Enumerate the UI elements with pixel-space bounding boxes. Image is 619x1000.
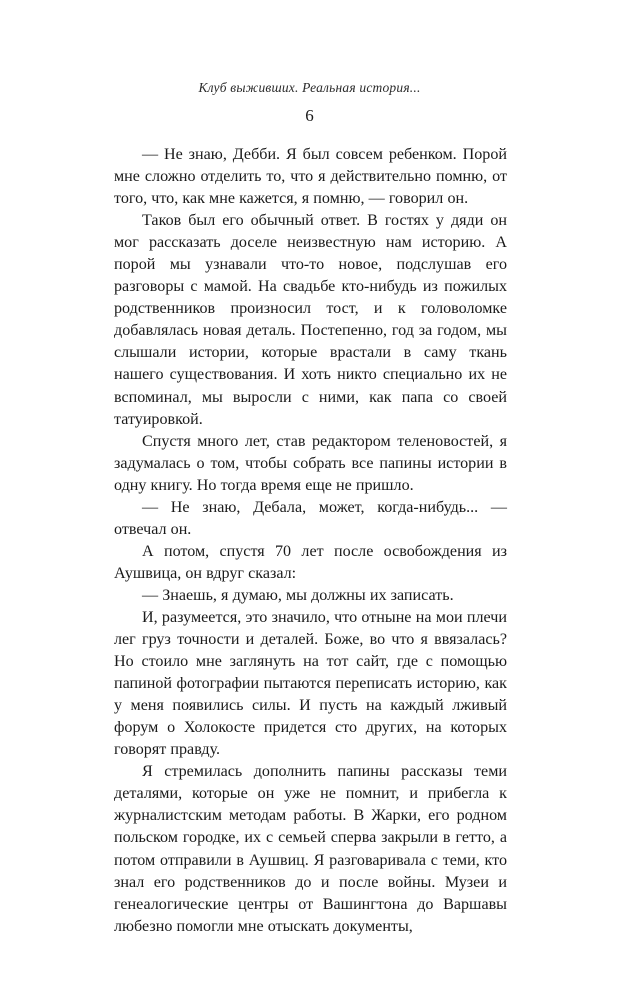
paragraph: Таков был его обычный ответ. В гостях у дяди он мог рассказать доселе неизвестную нам историю. А порой мы узнавали что-то новое, подслушав его разговоры с мамой. На свадьбе кто-нибудь из пожилых родственников произносил тост, и к головоломке добавлялась новая деталь. Постепенно, год за годом, мы слышали истории, которые врастали в саму ткань нашего существования. И хоть никто специально их не вспоминал, мы выросли с ними, как папа со своей татуировкой. <box>114 212 507 428</box>
paragraph: Спустя много лет, став редактором теленовостей, я задумалась о том, чтобы собрать все папины истории в одну книгу. Но тогда время еще не пришло. <box>114 432 507 494</box>
paragraph: — Знаешь, я думаю, мы должны их записать. <box>142 586 454 604</box>
page-number: 6 <box>305 106 314 125</box>
paragraph: А потом, спустя 70 лет после освобождения из Аушвица, он вдруг сказал: <box>114 542 507 582</box>
running-head: Клуб выживших. Реальная история... <box>198 80 421 95</box>
paragraph: — Не знаю, Дебала, может, когда-нибудь... — отвечал он. <box>114 498 507 538</box>
paragraph: — Не знаю, Дебби. Я был совсем ребенком. Порой мне сложно отделить то, что я действительно помню, от того, что, как мне кажется, я помню, — говорил он. <box>114 146 507 208</box>
paragraph: Я стремилась дополнить папины рассказы теми деталями, которые он уже не помнит, и прибегла к журналистским методам работы. В Жарки, его родном польском городке, их с семьей сперва закрыли в гетто, а потом отправили в Аушвиц. Я разговаривала с теми, кто знал его родственников до и после войны. Музеи и генеалогические центры от Вашингтона до Варшавы любезно помогли мне отыскать документы, <box>114 763 507 935</box>
paragraph: И, разумеется, это значило, что отныне на мои плечи лег груз точности и деталей. Боже, во что я ввязалась? Но стоило мне заглянуть на тот сайт, где с помощью папиной фотографии пытаются переписать историю, как у меня появились силы. И пусть на каждый лживый форум о Холокосте придется сто других, на которых говорят правду. <box>114 608 507 759</box>
body-text-block <box>114 144 507 938</box>
